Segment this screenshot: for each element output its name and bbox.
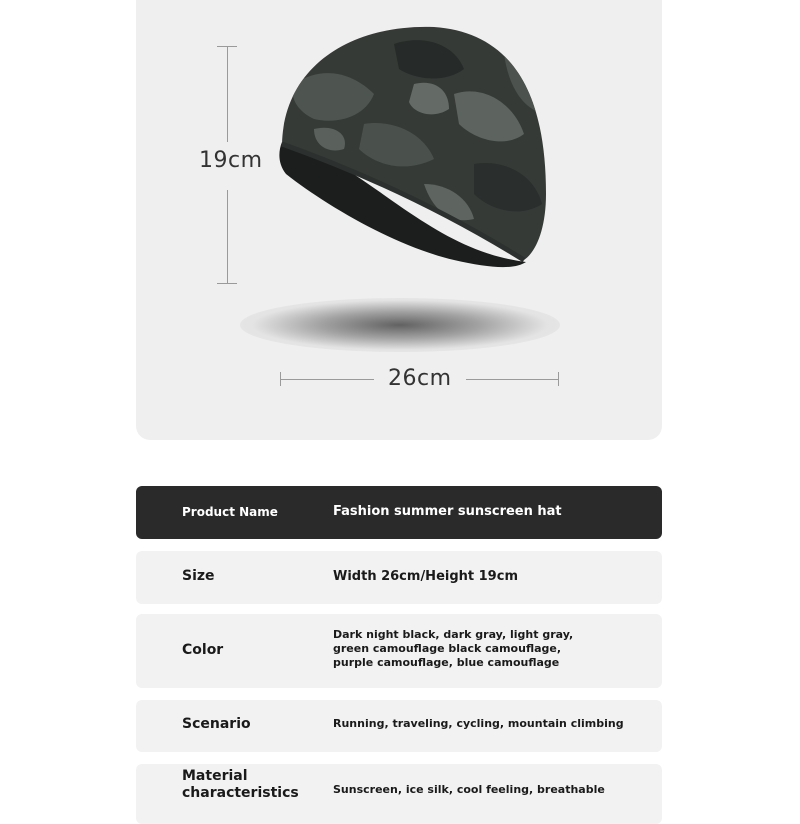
width-dim-line-right: [466, 379, 558, 380]
spec-label-scenario: Scenario: [182, 716, 251, 732]
width-dim-line-left: [280, 379, 374, 380]
hat-shadow: [240, 298, 560, 352]
camouflage-hat-icon: [274, 24, 574, 274]
height-label: 19cm: [199, 148, 263, 173]
spec-label-material: [182, 768, 299, 802]
spec-value-color: [333, 628, 573, 670]
spec-row-material: [136, 764, 662, 824]
spec-label-product-name: Product Name: [182, 505, 278, 519]
spec-row-scenario: [136, 700, 662, 752]
spec-row-size: [136, 551, 662, 604]
spec-label-size: Size: [182, 568, 215, 584]
spec-value-material: Sunscreen, ice silk, cool feeling, breathable: [333, 783, 605, 796]
spec-value-product-name: Fashion summer sunscreen hat: [333, 504, 562, 519]
spec-label-material-line: Material: [182, 768, 248, 784]
spec-value-scenario: Running, traveling, cycling, mountain climbing: [333, 717, 624, 730]
height-dim-line-upper: [227, 46, 228, 142]
width-dim-right-tick: [558, 372, 559, 386]
spec-row-color: [136, 614, 662, 688]
spec-row-product-name: [136, 486, 662, 539]
spec-value-color-line: Dark night black, dark gray, light gray,: [333, 628, 574, 641]
spec-value-size: Width 26cm/Height 19cm: [333, 569, 518, 584]
spec-value-color-line: green camouflage black camouflage,: [333, 642, 562, 655]
spec-label-material-line: characteristics: [182, 785, 299, 801]
spec-label-color: Color: [182, 642, 224, 658]
spec-value-color-line: purple camouflage, blue camouflage: [333, 656, 560, 669]
height-dim-line-lower: [227, 190, 228, 284]
width-label: 26cm: [388, 366, 452, 391]
height-dim-bottom-tick: [217, 283, 237, 284]
